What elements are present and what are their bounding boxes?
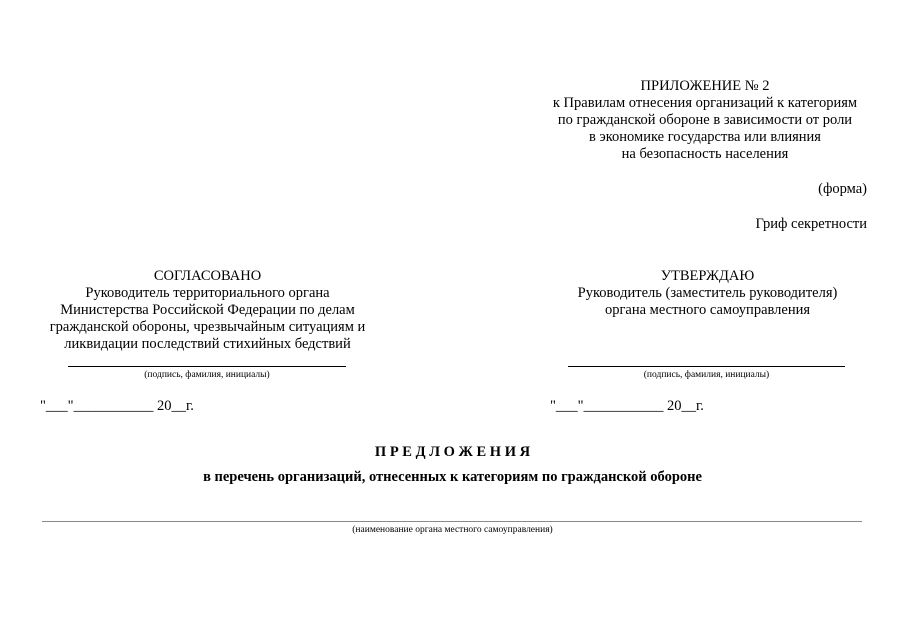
agreed-signature-caption: (подпись, фамилия, инициалы) — [144, 370, 270, 380]
approved-signature-line — [568, 366, 845, 367]
appendix-block — [520, 78, 890, 163]
appendix-line-4: на безопасность населения — [621, 146, 789, 162]
agreed-heading: СОГЛАСОВАНО — [153, 268, 262, 284]
proposals-subtitle: в перечень организаций, отнесенных к категориям по гражданской обороне — [203, 469, 702, 485]
authority-name-line — [42, 521, 862, 522]
appendix-line-1: к Правилам отнесения организаций к категориям — [552, 95, 858, 111]
approved-block — [530, 268, 885, 319]
appendix-title: ПРИЛОЖЕНИЕ № 2 — [640, 78, 770, 94]
form-label: (форма) — [818, 181, 867, 197]
agreed-line-4: ликвидации последствий стихийных бедствий — [64, 336, 351, 352]
secrecy-label: Гриф секретности — [755, 216, 867, 232]
agreed-line-3: гражданской обороны, чрезвычайным ситуациям и — [49, 319, 366, 335]
agreed-signature-line — [68, 366, 346, 367]
approved-heading: УТВЕРЖДАЮ — [660, 268, 755, 284]
agreed-line-2: Министерства Российской Федерации по делам — [60, 302, 355, 318]
appendix-line-3: в экономике государства или влияния — [589, 129, 821, 145]
appendix-line-2: по гражданской обороне в зависимости от роли — [557, 112, 853, 128]
agreed-block — [30, 268, 385, 353]
approved-line-1: Руководитель (заместитель руководителя) — [577, 285, 838, 301]
agreed-line-1: Руководитель территориального органа — [85, 285, 330, 301]
approved-line-2: органа местного самоуправления — [604, 302, 811, 318]
approved-date: "___"___________ 20__г. — [550, 398, 704, 414]
approved-signature-caption: (подпись, фамилия, инициалы) — [643, 370, 770, 380]
authority-name-caption: (наименование органа местного самоуправления) — [352, 525, 553, 535]
proposals-title: П Р Е Д Л О Ж Е Н И Я — [374, 444, 531, 460]
agreed-date: "___"___________ 20__г. — [40, 398, 194, 414]
